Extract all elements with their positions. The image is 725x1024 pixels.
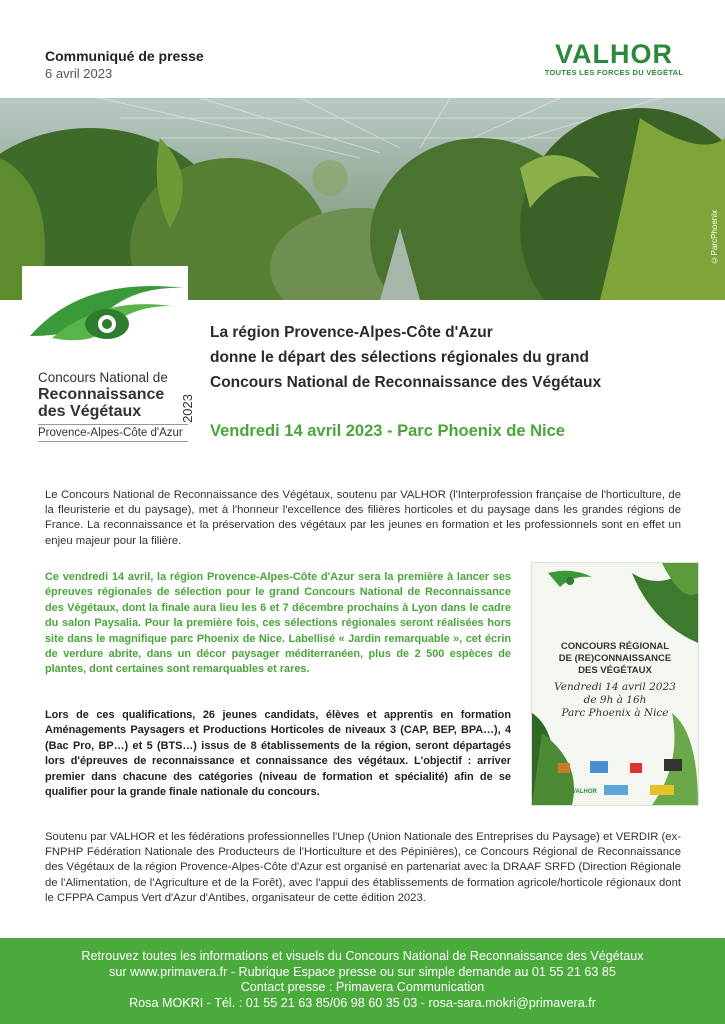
logo-line1: Concours National de (38, 370, 168, 385)
poster-title (532, 641, 698, 677)
qualifications-paragraph: Lors de ces qualifications, 26 jeunes candidats, élèves et apprentis en formation Aménagements Paysagers et Productions Horticoles de niveaux 3 (CAP, BEP, BPA…), 4 (Bac Pro, BP…) et 5 (BTS…) issus de 8 établissements de la région, seront départagés lors d'épreuves de reconnaissance et connaissance des végétaux. L'objectif : arriver premier dans chacune des catégories (niveau de formation et spécialité) afin de se qualifier pour la grande finale nationale du concours. (45, 709, 511, 799)
poster-date-line2: de 9h à 16h (583, 694, 647, 706)
release-date: 6 avril 2023 (45, 66, 113, 81)
press-release-header (45, 48, 204, 81)
photo-credit: ©ParcPhoenix (710, 210, 719, 265)
highlight-paragraph: Ce vendredi 14 avril, la région Provence-Alpes-Côte d'Azur sera la première à lancer ses épreuves régionales de sélection pour le grand Concours National de Reconnaissance des Végétaux, dont la finale aura lieu les 6 et 7 décembre prochains à Lyon dans le cadre du salon Paysalia. Pour la première fois, ces sélections régionales seront réalisées hors site dans le magnifique parc Phoenix de Nice. Labellisé « Jardin remarquable », cet écrin de verdure abrite, dans un décor paysager méditerranéen, plus de 2 500 espèces de plantes, dont certaines sont remarquables et rares. (45, 571, 511, 676)
concours-logo (22, 266, 195, 466)
footer-line1: Retrouvez toutes les informations et visuels du Concours National de Reconnaissance des Végétaux (81, 949, 644, 963)
headline-line2: donne le départ des sélections régionales du grand (210, 349, 589, 366)
logo-line3: des Végétaux (38, 403, 142, 420)
headline (210, 320, 710, 395)
brand-name: VALHOR (555, 39, 673, 69)
headline-line3: Concours National de Reconnaissance des Végétaux (210, 374, 602, 391)
poster-title-line1: CONCOURS RÉGIONAL (560, 641, 670, 652)
event-poster (531, 562, 699, 806)
valhor-logo (539, 40, 689, 77)
poster-date-line3: Parc Phoenix à Nice (561, 707, 669, 719)
poster-date (532, 681, 698, 720)
footer-line2: sur www.primavera.fr - Rubrique Espace presse ou sur simple demande au 01 55 21 63 85 (109, 964, 616, 979)
partners-paragraph: Soutenu par VALHOR et les fédérations professionnelles l'Unep (Union Nationale des Entreprises du Paysage) et VERDIR (ex-FNPHP Fédération Nationale des Producteurs de l'Horticulture et des Pépinières), ce Concours Régional de Reconnaissance des Végétaux de la région Provence-Alpes-Côte d'Azur est organisé en partenariat avec la DRAAF SRFD (Direction Régionale de l'Alimentation, de l'Agriculture et de la Forêt), avec l'appui des établissements de formation agricole/horticole régionaux dont le CFPPA Campus Vert d'Azur d'Antibes, organisateur de cette édition 2023. (45, 831, 681, 904)
press-contact-footer (0, 938, 725, 1024)
intro-paragraph: Le Concours National de Reconnaissance des Végétaux, soutenu par VALHOR (l'Interprofession française de l'horticulture, de la fleuristerie et du paysage), met à l'honneur l'excellence des filières horticoles et du paysage dans les grandes régions de France. La reconnaissance et la préservation des végétaux par les jeunes en formation et les professionnels sont en effet un enjeu majeur pour la filière. (45, 489, 681, 547)
poster-title-line3: DES VÉGÉTAUX (578, 665, 652, 676)
poster-date-line1: Vendredi 14 avril 2023 (554, 681, 676, 693)
logo-line2: Reconnaissance (38, 386, 165, 403)
footer-line3: Contact presse : Primavera Communication (240, 980, 485, 994)
logo-region: Provence-Alpes-Côte d'Azur (38, 424, 188, 442)
logo-year: 2023 (180, 394, 195, 423)
brand-tagline: TOUTES LES FORCES DU VÉGÉTAL (544, 68, 684, 77)
logo-text (38, 370, 188, 442)
eye-leaf-icon (22, 266, 188, 366)
event-subtitle: Vendredi 14 avril 2023 - Parc Phoenix de Nice (210, 422, 565, 440)
poster-title-line2: DE (RE)CONNAISSANCE (558, 653, 672, 664)
poster-valhor-logo: VALHOR (572, 789, 597, 795)
document-type: Communiqué de presse (45, 48, 204, 64)
footer-line4: Rosa MOKRI - Tél. : 01 55 21 63 85/06 98 60 35 03 - rosa-sara.mokri@primavera.fr (129, 995, 596, 1010)
headline-line1: La région Provence-Alpes-Côte d'Azur (210, 324, 493, 341)
